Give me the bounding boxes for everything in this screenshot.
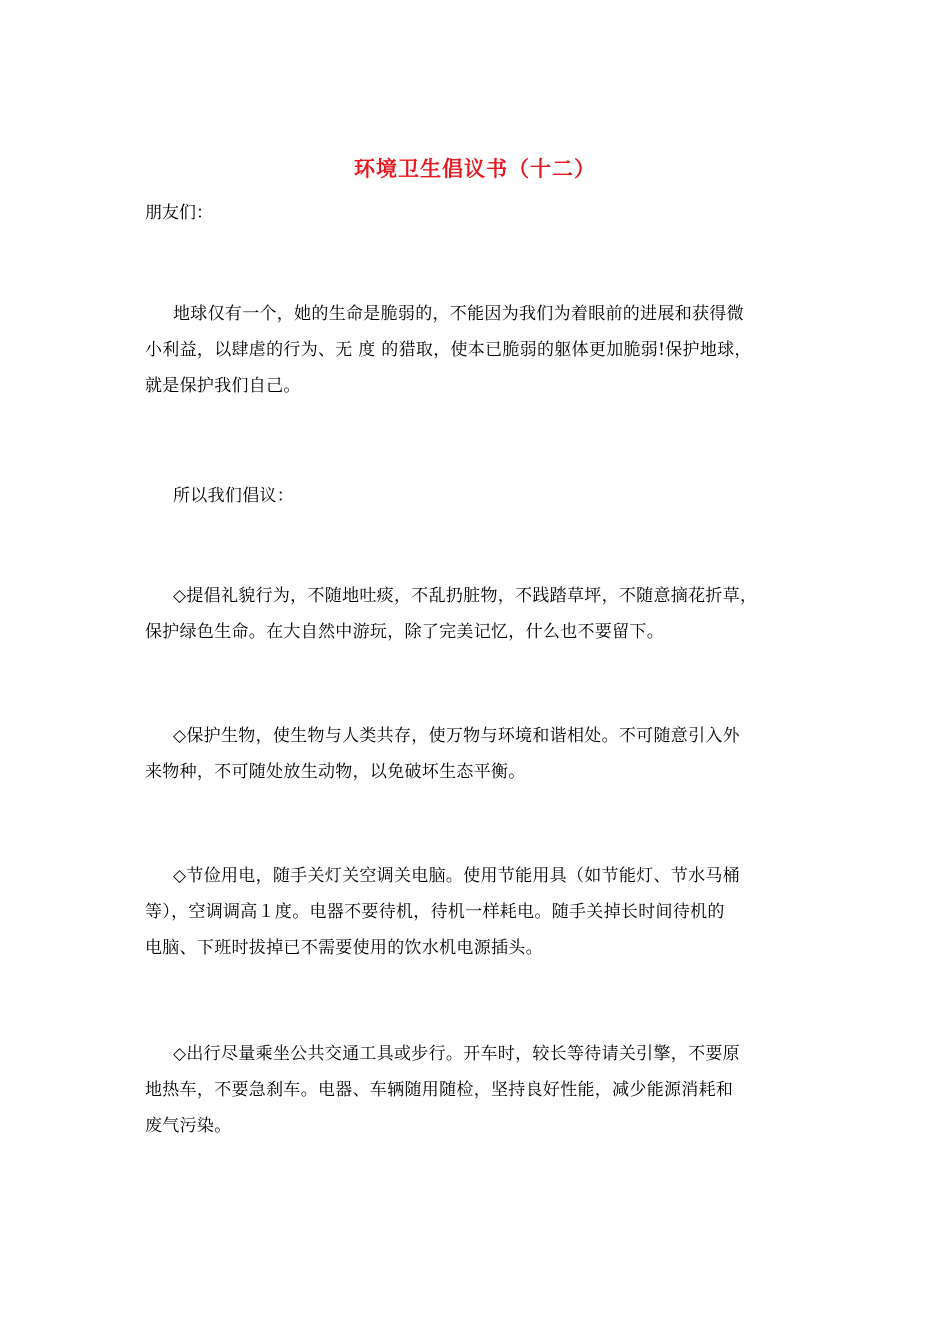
paragraph-intro [145,296,815,404]
paragraph-line: 保护绿色生命。在大自然中游玩，除了完美记忆，什么也不要留下。 [145,622,664,642]
document-title: 环境卫生倡议书（十二） [354,156,596,181]
salutation: 朋友们： [145,203,213,223]
paragraph-line: ◇保护生物，使生物与人类共存，使万物与环境和谐相处。不可随意引入外 [173,726,740,746]
paragraph-line: 来物种，不可随处放生动物，以免破坏生态平衡。 [145,762,526,782]
paragraph-line: 小利益，以肆虐的行为、无 度 的猎取，使本已脆弱的躯体更加脆弱!保护地球， [145,340,752,360]
paragraph-line: 等），空调调高１度。电器不要待机，待机一样耗电。随手关掉长时间待机的 [145,902,725,922]
paragraph-proposal-2 [145,718,815,790]
paragraph-proposal-intro [145,478,815,514]
paragraph-proposal-3 [145,858,815,966]
paragraph-proposal-1 [145,578,815,650]
paragraph-line: 所以我们倡议： [173,486,295,506]
paragraph-line: 就是保护我们自己。 [145,376,301,396]
paragraph-line: 电脑、下班时拔掉已不需要使用的饮水机电源插头。 [145,938,543,958]
paragraph-line: 地球仅有一个，她的生命是脆弱的，不能因为我们为着眼前的进展和获得微 [173,304,744,324]
paragraph-proposal-4 [145,1036,815,1144]
paragraph-line: 地热车，不要急刹车。电器、车辆随用随检，坚持良好性能，减少能源消耗和 [145,1080,734,1100]
paragraph-line: ◇提倡礼貌行为，不随地吐痰，不乱扔脏物，不践踏草坪，不随意摘花折草， [173,586,758,606]
paragraph-line: 废气污染。 [145,1116,232,1136]
paragraph-line: ◇节俭用电，随手关灯关空调关电脑。使用节能用具（如节能灯、节水马桶 [173,866,740,886]
paragraph-line: ◇出行尽量乘坐公共交通工具或步行。开车时，较长等待请关引擎，不要原 [173,1044,740,1064]
